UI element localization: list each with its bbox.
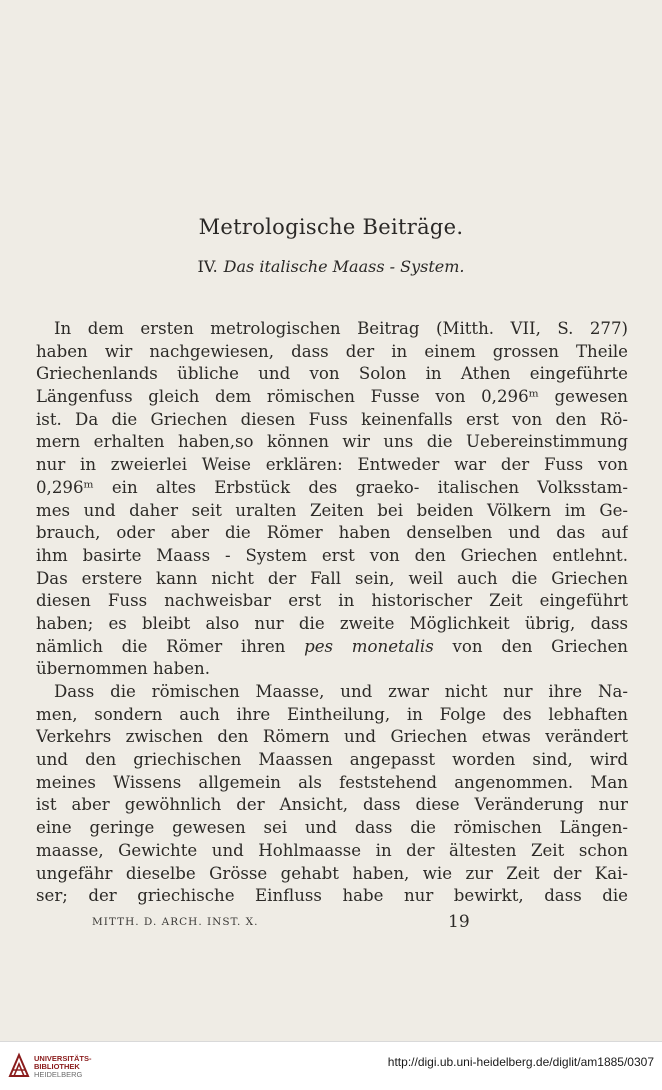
text-line: nur in zweierlei Weise erklären: Entweder war der Fuss von [36, 455, 628, 475]
text-line: mes und daher seit uralten Zeiten bei beiden Völkern im Ge- [36, 500, 628, 520]
text-line: Dass die römischen Maasse, und zwar nicht nur ihre Na- [54, 682, 628, 701]
text-line: brauch, oder aber die Römer haben denselben und das auf [36, 523, 628, 543]
library-logo-text[interactable] [34, 1055, 92, 1079]
text-line: ist aber gewöhnlich der Ansicht, dass diese Veränderung nur [36, 795, 628, 815]
text-line: mern erhalten haben,so können wir uns die Uebereinstimmung [36, 432, 628, 452]
text-line [36, 636, 628, 659]
text-line: maasse, Gewichte und Hohlmaasse in der ältesten Zeit schon [36, 840, 628, 860]
section-subtitle-text: Das italische Maass - System. [223, 257, 465, 276]
text-line: Das erstere kann nicht der Fall sein, weil auch die Griechen [36, 568, 628, 588]
text-line: Griechenlands übliche und von Solon in Athen eingeführte [36, 364, 628, 384]
section-number: IV. [197, 257, 218, 276]
text-line: In dem ersten metrologischen Beitrag (Mitth. VII, S. 277) [54, 319, 628, 338]
logo-line-3: HEIDELBERG [34, 1070, 83, 1079]
text-line: 0,296ᵐ ein altes Erbstück des graeko- italischen Volksstam- [36, 477, 628, 497]
text-line: ihm basirte Maass - System erst von den Griechen entlehnt. [36, 545, 628, 565]
footer-journal-signature: MITTH. D. ARCH. INST. X. [92, 916, 259, 928]
logo-line-2: BIBLIOTHEK [34, 1062, 80, 1071]
text-line: ser; der griechische Einfluss habe nur bewirkt, dass die [36, 886, 628, 906]
text-line: haben; es bleibt also nur die zweite Möglichkeit übrig, dass [36, 613, 628, 633]
text-line: Verkehrs zwischen den Römern und Griechen etwas verändert [36, 727, 628, 747]
library-seal-icon [8, 1052, 30, 1078]
text-line: und den griechischen Maassen angepasst worden sind, wird [36, 750, 628, 770]
text-line: eine geringe gewesen sei und dass die römischen Längen- [36, 818, 628, 838]
section-subtitle [0, 257, 662, 276]
text-line: diesen Fuss nachweisbar erst in historischer Zeit eingeführt [36, 591, 628, 611]
italic-term: pes monetalis [304, 636, 434, 656]
text-line: meines Wissens allgemein als feststehend angenommen. Man [36, 772, 628, 792]
logo-line-1: UNIVERSITÄTS- [34, 1054, 92, 1063]
text-line: men, sondern auch ihre Eintheilung, in Folge des lebhaften [36, 704, 628, 724]
text-line: ist. Da die Griechen diesen Fuss keinenfalls erst von den Rö- [36, 409, 628, 429]
text-line: haben wir nachgewiesen, dass der in einem grossen Theile [36, 341, 628, 361]
page-title: Metrologische Beiträge. [198, 215, 464, 239]
text-line: ungefähr dieselbe Grösse gehabt haben, wie zur Zeit der Kai- [36, 863, 628, 883]
page-url-link[interactable]: http://digi.ub.uni-heidelberg.de/diglit/am1885/0307 [387, 1055, 654, 1069]
body-text [36, 318, 628, 908]
text-segment: von den Griechen [433, 636, 628, 656]
text-line: übernommen haben. [36, 659, 210, 679]
footer-sheet-number: 19 [448, 912, 470, 932]
viewer-footer-bar [0, 1041, 662, 1090]
text-segment: nämlich die Römer ihren [36, 636, 305, 656]
text-line: Längenfuss gleich dem römischen Fusse von 0,296ᵐ gewesen [36, 387, 628, 407]
